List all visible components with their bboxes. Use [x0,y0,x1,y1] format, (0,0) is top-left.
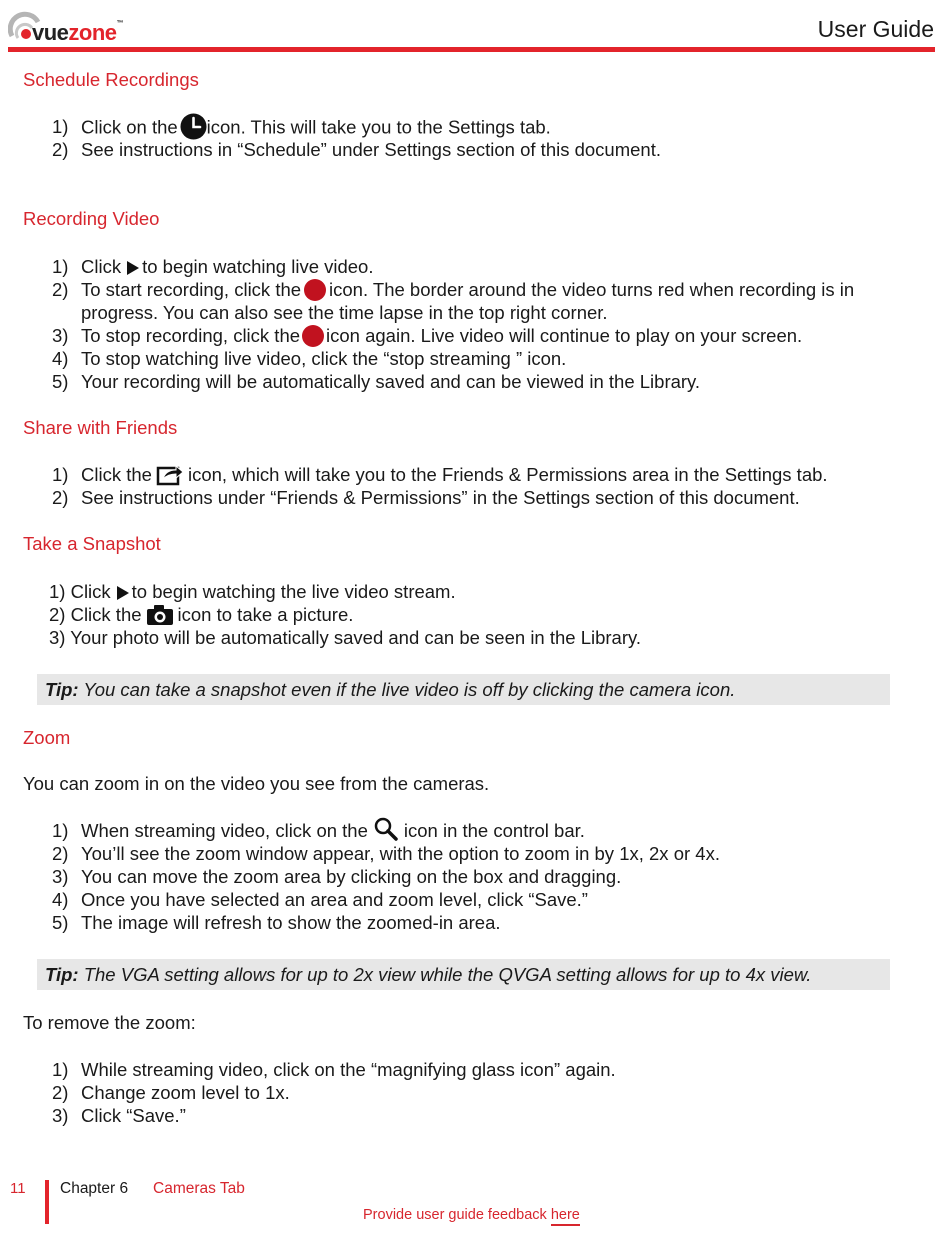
list-number: 1) [52,256,69,277]
section-title-snapshot: Take a Snapshot [23,533,161,554]
list-item [49,603,353,627]
list-item: You’ll see the zoom window appear, with the option to zoom in by 1x, 2x or 4x. [81,843,720,864]
list-item: Once you have selected an area and zoom level, click “Save.” [81,889,588,910]
tip-label: Tip: [45,679,79,700]
footer-divider [45,1180,49,1224]
tip-label: Tip: [45,964,79,985]
list-number: 2) [52,279,69,300]
clock-icon [180,113,207,140]
page-number: 11 [10,1180,26,1197]
list-item: See instructions in “Schedule” under Settings section of this document. [81,139,661,160]
tip-box [37,959,890,990]
list-item-text: to begin watching the live video stream. [131,581,456,602]
list-item-continuation: progress. You can also see the time lapse in the top right corner. [81,302,608,323]
list-item-text: To stop recording, click the [81,325,301,346]
list-number: 2) [52,1082,69,1103]
list-number: 1) [52,116,69,137]
list-item: While streaming video, click on the “magnifying glass icon” again. [81,1059,616,1080]
list-item-text: to begin watching live video. [142,256,374,277]
list-item [81,819,585,844]
list-item-text: icon. The border around the video turns red when recording is in [329,279,855,300]
list-number: 5) [52,912,69,933]
list-item [81,278,854,302]
footer-section: Cameras Tab [153,1180,245,1197]
list-item-text: Click on the [81,116,178,138]
list-number: 2) [52,139,69,160]
tip-text: The VGA setting allows for up to 2x view while the QVGA setting allows for up to 4x view. [83,964,812,985]
list-item: To stop watching live video, click the “stop streaming ” icon. [81,348,567,369]
list-number: 1) [52,464,69,485]
remove-zoom-intro: To remove the zoom: [23,1012,196,1033]
logo-wordmark [32,20,123,46]
list-item: Change zoom level to 1x. [81,1082,290,1103]
list-number: 5) [52,371,69,392]
play-icon [117,586,129,600]
record-icon [304,279,326,301]
header-title: User Guide [817,16,934,42]
section-title-schedule: Schedule Recordings [23,69,199,90]
play-icon [127,261,139,275]
list-item: See instructions under “Friends & Permissions” in the Settings section of this document. [81,487,800,508]
tip-text: You can take a snapshot even if the live video is off by clicking the camera icon. [83,679,736,700]
list-number: 4) [52,889,69,910]
list-item: Your recording will be automatically saved and can be viewed in the Library. [81,371,701,392]
list-item-text: icon to take a picture. [177,604,354,625]
list-item-text: icon, which will take you to the Friends & Permissions area in the Settings tab. [187,464,828,485]
list-item-text: Click [81,256,122,277]
feedback-line [363,1207,580,1223]
footer-chapter: Chapter 6 [60,1180,129,1197]
list-number: 4) [52,348,69,369]
list-item [81,324,802,348]
list-number: 3) [52,1105,69,1126]
list-number: 1) [52,820,69,841]
list-number: 2) [52,843,69,864]
section-title-share: Share with Friends [23,417,178,438]
tip-box [37,674,890,705]
feedback-text: Provide user guide feedback [363,1207,547,1223]
list-item-text: icon again. Live video will continue to play on your screen. [326,325,803,346]
list-item-text: When streaming video, click on the [81,820,368,841]
feedback-link[interactable]: here [551,1207,580,1226]
page-header [0,0,950,56]
camera-icon [146,604,174,626]
list-item: 3) Your photo will be automatically saved and can be seen in the Library. [49,627,642,648]
list-item-text: icon. This will take you to the Settings tab. [206,116,551,138]
list-number: 3) [52,866,69,887]
logo-trademark: ™ [116,20,124,27]
list-item: You can move the zoom area by clicking on the box and dragging. [81,866,622,887]
magnifying-glass-icon [374,817,398,841]
section-title-recording: Recording Video [23,208,160,229]
section-title-zoom: Zoom [23,727,71,748]
list-item [81,255,374,278]
list-number: 1) [52,1059,69,1080]
list-item-text: To start recording, click the [81,279,302,300]
list-number: 2) [52,487,69,508]
list-item [49,580,456,603]
list-item [81,463,828,488]
list-item-text: Click the [81,464,152,485]
list-item: Click “Save.” [81,1105,186,1126]
share-icon [156,462,184,486]
list-item: The image will refresh to show the zoomed-in area. [81,912,501,933]
logo-zone: zone [68,20,117,45]
zoom-intro: You can zoom in on the video you see from the cameras. [23,773,490,794]
list-item-text: 1) Click [49,581,111,602]
list-item-text: icon in the control bar. [403,820,585,841]
record-icon [302,325,324,347]
list-number: 3) [52,325,69,346]
logo-vue: vue [32,20,69,45]
header-divider [8,47,935,52]
list-item-text: 2) Click the [49,604,142,625]
